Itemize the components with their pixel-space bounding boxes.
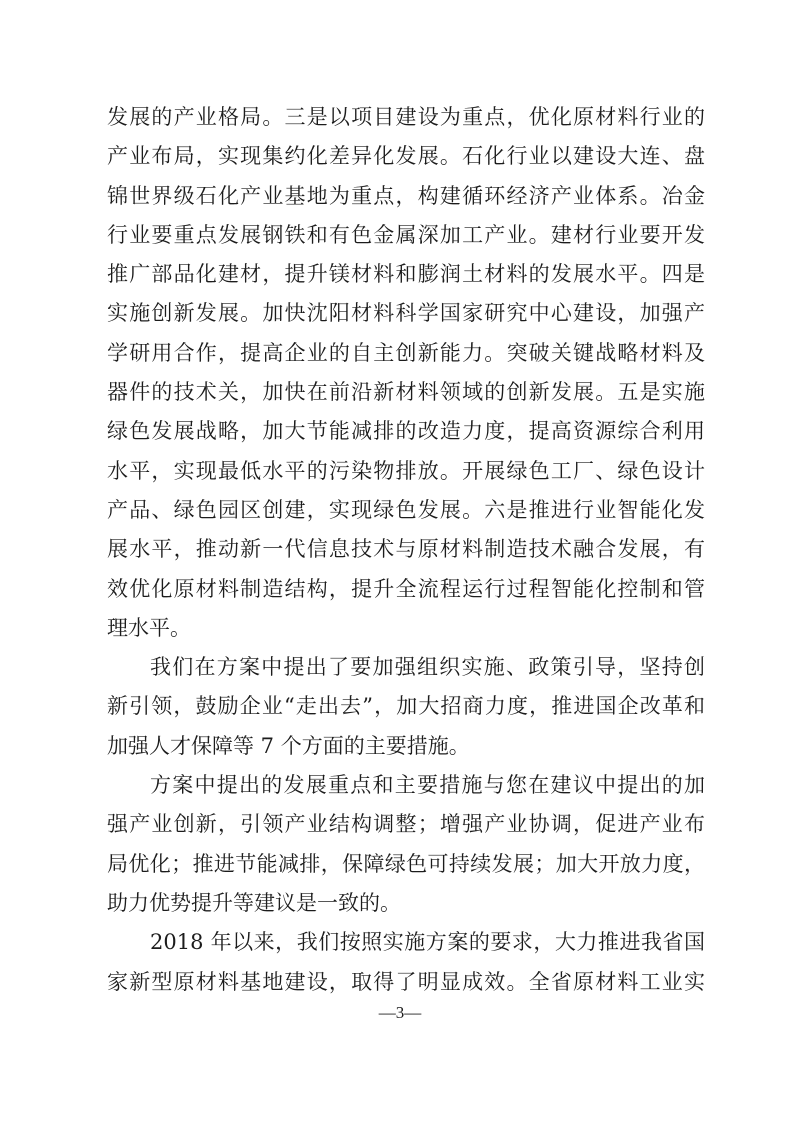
text-line: 锦世界级石化产业基地为重点，构建循环经济产业体系。冶金 — [107, 183, 705, 208]
text-line: 器件的技术关，加快在前沿新材料领域的创新发展。五是实施 — [107, 380, 705, 405]
text-line: 实施创新发展。加快沈阳材料科学国家研究中心建设，加强产 — [107, 301, 705, 326]
text-line: 加强人才保障等 7 个方面的主要措施。 — [107, 733, 470, 758]
text-line: 新引领，鼓励企业“走出去”，加大招商力度，推进国企改革和 — [107, 694, 705, 719]
text-line: 理水平。 — [107, 615, 191, 640]
text-line: 绿色发展战略，加大节能减排的改造力度，提高资源综合利用 — [107, 419, 705, 444]
text-line: 家新型原材料基地建设，取得了明显成效。全省原材料工业实 — [107, 969, 705, 994]
text-line: 水平，实现最低水平的污染物排放。开展绿色工厂、绿色设计 — [107, 458, 705, 483]
text-line: 产业布局，实现集约化差异化发展。石化行业以建设大连、盘 — [107, 144, 705, 169]
text-line: 助力优势提升等建议是一致的。 — [107, 890, 401, 915]
text-line: 强产业创新，引领产业结构调整；增强产业协调，促进产业布 — [107, 812, 705, 837]
text-line: 产品、绿色园区创建，实现绿色发展。六是推进行业智能化发 — [107, 497, 705, 522]
body-text — [107, 98, 705, 1002]
text-line: 学研用合作，提高企业的自主创新能力。突破关键战略材料及 — [107, 340, 705, 365]
paragraph — [107, 766, 705, 923]
text-line: 2018 年以来，我们按照实施方案的要求，大力推进我省国 — [150, 930, 705, 955]
paragraph — [107, 648, 705, 766]
paragraph — [107, 98, 705, 648]
text-line: 发展的产业格局。三是以项目建设为重点，优化原材料行业的 — [107, 105, 705, 129]
text-line: 方案中提出的发展重点和主要措施与您在建议中提出的加 — [150, 773, 705, 798]
text-line: 展水平，推动新一代信息技术与原材料制造技术融合发展，有 — [107, 537, 705, 562]
text-line: 我们在方案中提出了要加强组织实施、政策引导，坚持创 — [150, 655, 705, 680]
text-line: 效优化原材料制造结构，提升全流程运行过程智能化控制和管 — [107, 576, 705, 601]
text-line: 推广部品化建材，提升镁材料和膨润土材料的发展水平。四是 — [107, 262, 705, 287]
text-line: 行业要重点发展钢铁和有色金属深加工产业。建材行业要开发 — [107, 222, 705, 247]
paragraph — [107, 923, 705, 1002]
text-line: 局优化；推进节能减排，保障绿色可持续发展；加大开放力度， — [107, 851, 705, 876]
page-number: —3— — [378, 1003, 422, 1022]
